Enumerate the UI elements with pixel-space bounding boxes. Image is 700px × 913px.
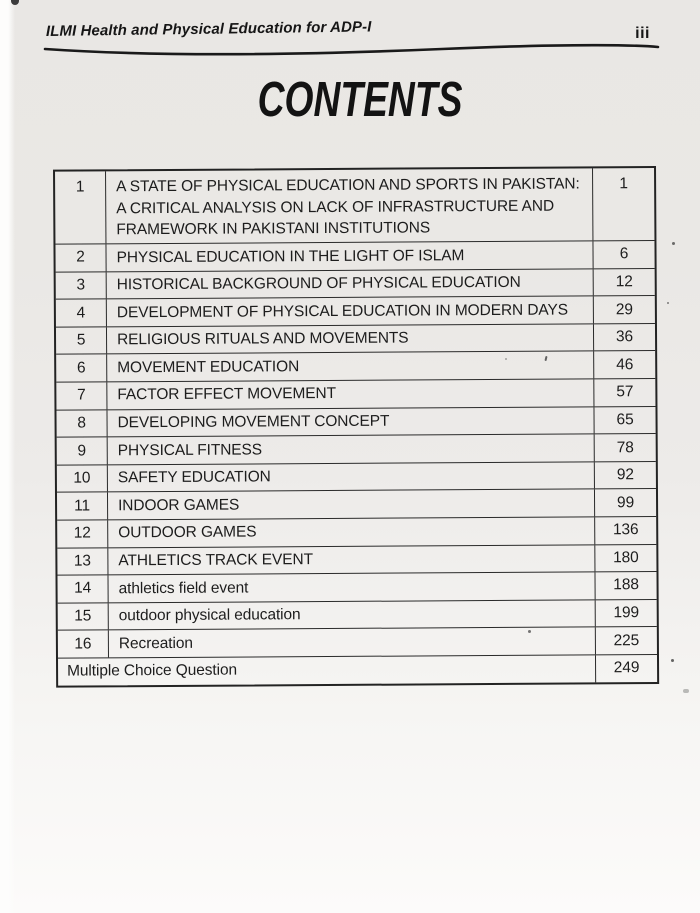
chapter-title: HISTORICAL BACKGROUND OF PHYSICAL EDUCATION: [116, 273, 521, 294]
scan-speck: [667, 302, 669, 304]
chapter-title: RELIGIOUS RITUALS AND MOVEMENTS: [117, 329, 409, 349]
scan-edge-strip: [0, 0, 15, 913]
chapter-title: ATHLETICS TRACK EVENT: [118, 551, 314, 570]
chapter-page: 65: [593, 407, 655, 434]
table-row: [55, 168, 654, 244]
chapter-title: FACTOR EFFECT MOVEMENT: [117, 385, 336, 404]
chapter-page: 188: [594, 572, 656, 599]
chapter-number: 14: [57, 576, 108, 603]
chapter-page: 180: [594, 545, 656, 572]
table-row: [58, 626, 657, 657]
chapter-number: 9: [57, 438, 108, 465]
scan-speck: [683, 689, 689, 693]
chapter-title: PHYSICAL FITNESS: [117, 441, 263, 459]
chapter-title: A STATE OF PHYSICAL EDUCATION AND SPORTS IN PAKISTAN: A CRITICAL ANALYSIS ON LACK OF INFRASTRUCTURE AND FRAMEWORK IN PAKISTANI INSTITUTIONS: [116, 175, 580, 239]
chapter-page: 1: [592, 168, 654, 240]
footer-row-title: Multiple Choice Question: [67, 661, 238, 680]
chapter-page: 36: [593, 324, 655, 351]
scan-speck: [505, 358, 507, 360]
page-title: CONTENTS: [257, 73, 463, 127]
chapter-page: 92: [594, 462, 656, 489]
chapter-page: 12: [593, 269, 655, 296]
running-header-title: ILMI Health and Physical Education for ADP-I: [45, 18, 372, 40]
chapter-title: outdoor physical education: [118, 606, 301, 625]
chapter-number: 15: [58, 603, 109, 630]
chapter-page: 46: [593, 351, 655, 378]
chapter-number: 8: [56, 410, 107, 437]
table-row: [56, 350, 655, 381]
chapter-title: DEVELOPMENT OF PHYSICAL EDUCATION IN MODERN DAYS: [116, 301, 569, 321]
chapter-number: 11: [57, 493, 108, 520]
chapter-number: 4: [56, 300, 107, 327]
chapter-page: 78: [594, 434, 656, 461]
chapter-title: Recreation: [118, 634, 193, 653]
header-rule-line: [42, 41, 662, 59]
table-row-footer: [58, 654, 657, 685]
chapter-page: 136: [594, 517, 656, 544]
contents-rows: [55, 168, 657, 658]
chapter-number: 12: [57, 520, 108, 547]
footer-row-page: 249: [595, 655, 657, 682]
chapter-number: 6: [56, 355, 107, 382]
table-row: [56, 268, 655, 299]
table-row: [57, 516, 656, 547]
chapter-number: 3: [56, 272, 107, 299]
chapter-number: 13: [57, 548, 108, 575]
chapter-title: INDOOR GAMES: [118, 496, 240, 515]
scan-speck: [671, 659, 674, 662]
table-row: [56, 295, 655, 326]
chapter-page: 99: [594, 489, 656, 516]
scan-speck: [528, 630, 531, 633]
table-row: [57, 571, 656, 602]
chapter-number: 1: [55, 171, 106, 243]
chapter-title: PHYSICAL EDUCATION IN THE LIGHT OF ISLAM: [116, 246, 465, 266]
chapter-page: 29: [593, 296, 655, 323]
table-row: [57, 461, 656, 492]
chapter-number: 7: [56, 382, 107, 409]
contents-table: [53, 166, 659, 687]
table-row: [55, 240, 654, 271]
table-row: [56, 323, 655, 354]
chapter-title: SAFETY EDUCATION: [117, 468, 271, 487]
chapter-number: 16: [58, 631, 109, 658]
chapter-title: athletics field event: [118, 579, 249, 597]
chapter-title: MOVEMENT EDUCATION: [117, 358, 300, 377]
chapter-number: 5: [56, 327, 107, 354]
page-folio: iii: [635, 25, 650, 42]
table-row: [57, 488, 656, 519]
scan-speck: [11, 0, 19, 5]
chapter-number: 10: [57, 465, 108, 492]
chapter-page: 57: [593, 379, 655, 406]
chapter-number: 2: [55, 244, 106, 271]
table-row: [56, 406, 655, 437]
chapter-page: 199: [595, 600, 657, 627]
table-row: [57, 544, 656, 575]
scan-speck: [672, 242, 675, 245]
table-row: [58, 599, 657, 630]
table-row: [56, 378, 655, 409]
chapter-title: DEVELOPING MOVEMENT CONCEPT: [117, 412, 390, 432]
chapter-page: 225: [595, 627, 657, 654]
chapter-page: 6: [592, 241, 654, 268]
chapter-title: OUTDOOR GAMES: [118, 523, 257, 542]
table-row: [57, 433, 656, 464]
